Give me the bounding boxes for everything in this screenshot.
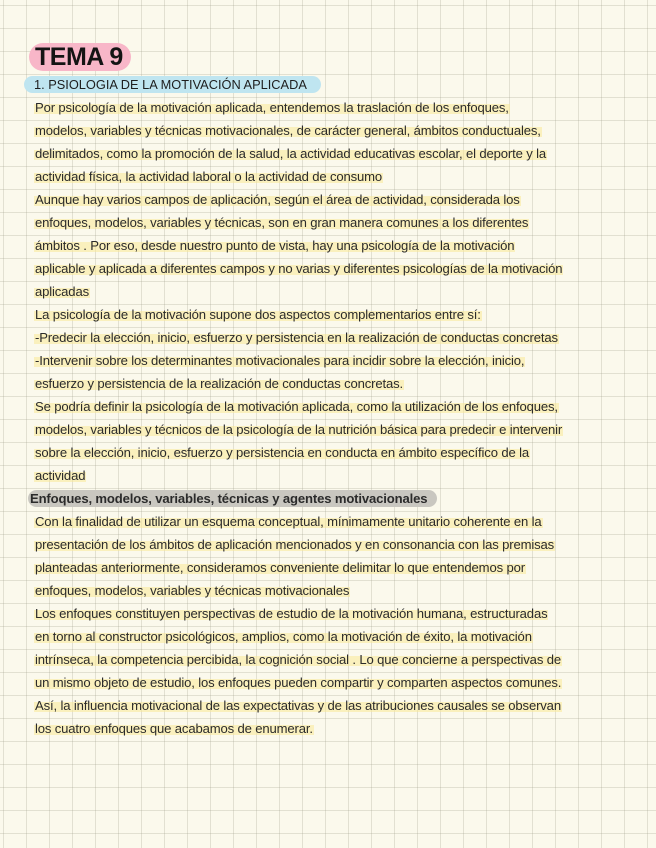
text-line: presentación de los ámbitos de aplicación mencionados y en consonancia con las premisas [35,537,555,552]
text-line: enfoques, modelos, variables y técnicas, son en gran manera comunes a los diferentes [35,215,529,230]
text-line: en torno al constructor psicológicos, amplios, como la motivación de éxito, la motivación [35,629,532,644]
text-line: planteadas anteriormente, consideramos conveniente delimitar lo que entendemos por [35,560,525,575]
text-line: intrínseca, la competencia percibida, la cognición social . Lo que concierne a perspectivas de [35,652,561,667]
text-line: modelos, variables y técnicas motivacionales, de carácter general, ámbitos conductuales, [35,123,541,138]
text-line: actividad [35,468,86,483]
text-line: los cuatro enfoques que acabamos de enumerar. [35,721,313,736]
section-heading-text: 1. PSIOLOGIA DE LA MOTIVACIÓN APLICADA [24,76,321,93]
text-line: -Predecir la elección, inicio, esfuerzo y persistencia en la realización de conductas concretas [35,330,558,345]
text-line: Con la finalidad de utilizar un esquema conceptual, mínimamente unitario coherente en la [35,514,542,529]
text-line: sobre la elección, inicio, esfuerzo y persistencia en conducta en ámbito específico de la [35,445,529,460]
subsection-heading: Enfoques, modelos, variables, técnicas y agentes motivacionales [34,487,634,510]
text-line: ámbitos . Por eso, desde nuestro punto de vista, hay una psicología de la motivación [35,238,515,253]
text-line: Por psicología de la motivación aplicada, entendemos la traslación de los enfoques, [35,100,509,115]
title-highlight: TEMA 9 [29,43,131,71]
text-line: aplicadas [35,284,89,299]
text-line: Aunque hay varios campos de aplicación, según el área de actividad, considerada los [35,192,520,207]
text-line: enfoques, modelos, variables y técnicas motivacionales [35,583,350,598]
text-line: Así, la influencia motivacional de las expectativas y de las atribuciones causales se observan [35,698,561,713]
text-line: La psicología de la motivación supone dos aspectos complementarios entre sí: [35,307,481,322]
text-line: delimitados, como la promoción de la salud, la actividad educativas escolar, el deporte y la [35,146,546,161]
text-line: -Intervenir sobre los determinantes motivacionales para incidir sobre la elección, inicio, [35,353,525,368]
page-title [29,42,131,72]
section-heading [24,76,321,94]
text-line: Los enfoques constituyen perspectivas de estudio de la motivación humana, estructuradas [35,606,548,621]
text-line: actividad física, la actividad laboral o la actividad de consumo [35,169,383,184]
text-line: Se podría definir la psicología de la motivación aplicada, como la utilización de los enfoques, [35,399,558,414]
text-line: aplicable y aplicada a diferentes campos y no varias y diferentes psicologías de la motivación [35,261,563,276]
text-line: modelos, variables y técnicos de la psicología de la nutrición básica para predecir e intervenir [35,422,563,437]
text-line: un mismo objeto de estudio, los enfoques pueden compartir y comparten aspectos comunes. [35,675,562,690]
text-line: esfuerzo y persistencia de la realización de conductas concretas. [35,376,403,391]
body-text [30,96,634,740]
